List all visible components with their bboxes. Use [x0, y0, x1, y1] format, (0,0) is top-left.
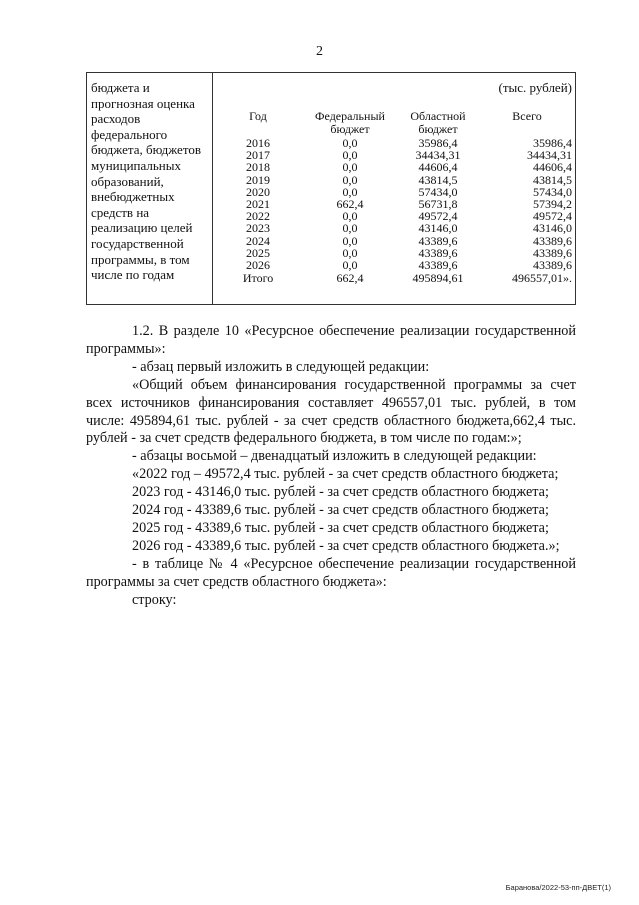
table-row	[0, 235, 639, 247]
header-regional: Областной бюджет	[410, 109, 466, 136]
paragraph-section-10: 1.2. В разделе 10 «Ресурсное обеспечение реализации государственной программы»:	[86, 323, 576, 357]
cell-year: 2018	[246, 160, 270, 175]
left-cell-line: образований,	[91, 173, 164, 189]
table-row	[0, 259, 639, 271]
cell-total: 43814,5	[533, 172, 572, 187]
cell-regional: 43814,5	[418, 172, 458, 187]
cell-year: 2025	[246, 245, 270, 260]
table-units: (тыс. рублей)	[498, 80, 572, 95]
cell-total: 43389,6	[533, 257, 572, 272]
total-regional: 495894,61	[412, 271, 464, 286]
table-rows	[0, 136, 639, 286]
cell-federal: 0,0	[342, 184, 358, 199]
left-cell-line: расходов	[91, 111, 141, 127]
left-cell-line: числе по годам	[91, 267, 175, 283]
left-cell-line: программы, в том	[91, 251, 190, 267]
paragraph-total-funding: «Общий объем финансирования государственной программы за счет всех источников финансирования составляет 496557,01 тыс. рублей, в том числе: 495894,61 тыс. рублей - за счет средств областного бюджета,662,4 тыс. рублей - за счет средств федерального бюджета, в том числе по годам:»;	[86, 376, 576, 447]
paragraph-year-2022: «2022 год – 49572,4 тыс. рублей - за счет средств областного бюджета;	[132, 466, 559, 483]
table-row	[0, 161, 639, 173]
page-number: 2	[316, 44, 323, 59]
cell-total: 57394,2	[533, 196, 572, 211]
left-cell-line: прогнозная оценка	[91, 95, 195, 111]
cell-regional: 43389,6	[418, 233, 458, 248]
cell-federal: 0,0	[342, 136, 358, 150]
cell-federal: 662,4	[336, 196, 364, 211]
table-total-row	[0, 271, 639, 286]
table-row	[0, 222, 639, 234]
cell-year: 2022	[246, 209, 270, 224]
total-all: 496557,01».	[512, 271, 572, 286]
cell-regional: 49572,4	[418, 209, 458, 224]
left-cell-line: бюджета, бюджетов	[91, 142, 201, 158]
cell-total: 35986,4	[533, 136, 572, 150]
cell-federal: 0,0	[342, 209, 358, 224]
total-label: Итого	[242, 271, 274, 286]
cell-federal: 0,0	[342, 257, 358, 272]
cell-federal: 0,0	[342, 160, 358, 175]
cell-total: 43389,6	[533, 233, 572, 248]
cell-regional: 43389,6	[418, 257, 458, 272]
cell-federal: 0,0	[342, 221, 358, 236]
cell-regional: 35986,4	[418, 136, 458, 150]
cell-year: 2017	[246, 148, 270, 163]
paragraph-year-2024: 2024 год - 43389,6 тыс. рублей - за счет средств областного бюджета;	[132, 502, 549, 519]
left-cell-line: внебюджетных	[91, 189, 175, 205]
cell-total: 44606,4	[533, 160, 572, 175]
header-total: Всего	[512, 109, 542, 123]
amendment-text	[86, 323, 576, 610]
cell-regional: 43389,6	[418, 245, 458, 260]
paragraph-row: строку:	[132, 591, 177, 608]
table-row	[0, 174, 639, 186]
cell-federal: 0,0	[342, 172, 358, 187]
paragraph-abzacs-8-12: - абзацы восьмой – двенадцатый изложить в следующей редакции:	[132, 448, 537, 465]
cell-total: 34434,31	[527, 148, 572, 163]
cell-federal: 0,0	[342, 148, 358, 163]
cell-year: 2016	[246, 136, 270, 150]
total-federal: 662,4	[336, 271, 364, 286]
cell-regional: 56731,8	[418, 196, 458, 211]
paragraph-year-2023: 2023 год - 43146,0 тыс. рублей - за счет средств областного бюджета;	[132, 484, 549, 501]
cell-total: 43146,0	[533, 221, 572, 236]
cell-regional: 34434,31	[415, 148, 461, 163]
left-cell-line: государственной	[91, 235, 184, 251]
paragraph-year-2026: 2026 год - 43389,6 тыс. рублей - за счет средств областного бюджета.»;	[132, 537, 560, 554]
cell-federal: 0,0	[342, 245, 358, 260]
cell-year: 2026	[246, 257, 270, 272]
left-cell-line: бюджета и	[91, 80, 150, 95]
left-cell-line: реализацию целей	[91, 220, 193, 236]
cell-year: 2024	[246, 233, 270, 248]
cell-year: 2021	[246, 196, 270, 211]
left-cell-line: средств на	[91, 204, 150, 220]
cell-regional: 57434,0	[418, 184, 458, 199]
header-year: Год	[249, 109, 267, 123]
cell-total: 57434,0	[533, 184, 572, 199]
paragraph-first-abzac: - абзац первый изложить в следующей редакции:	[132, 358, 430, 375]
cell-year: 2020	[246, 184, 270, 199]
cell-year: 2023	[246, 221, 270, 236]
cell-year: 2019	[246, 172, 270, 187]
left-cell-line: муниципальных	[91, 157, 182, 173]
cell-total: 43389,6	[533, 245, 572, 260]
left-cell-line: федерального	[91, 126, 168, 142]
cell-federal: 0,0	[342, 233, 358, 248]
paragraph-table-4: - в таблице № 4 «Ресурсное обеспечение реализации государственной программы за счет средств областного бюджета»:	[86, 555, 576, 590]
cell-regional: 44606,4	[418, 160, 458, 175]
document-footer-code: Баранова/2022-53-пп-ДВЕТ(1)	[505, 883, 611, 892]
header-federal: Федеральный бюджет	[315, 109, 385, 136]
paragraph-year-2025: 2025 год - 43389,6 тыс. рублей - за счет средств областного бюджета;	[132, 519, 549, 536]
cell-regional: 43146,0	[418, 221, 458, 236]
cell-total: 49572,4	[533, 209, 572, 224]
